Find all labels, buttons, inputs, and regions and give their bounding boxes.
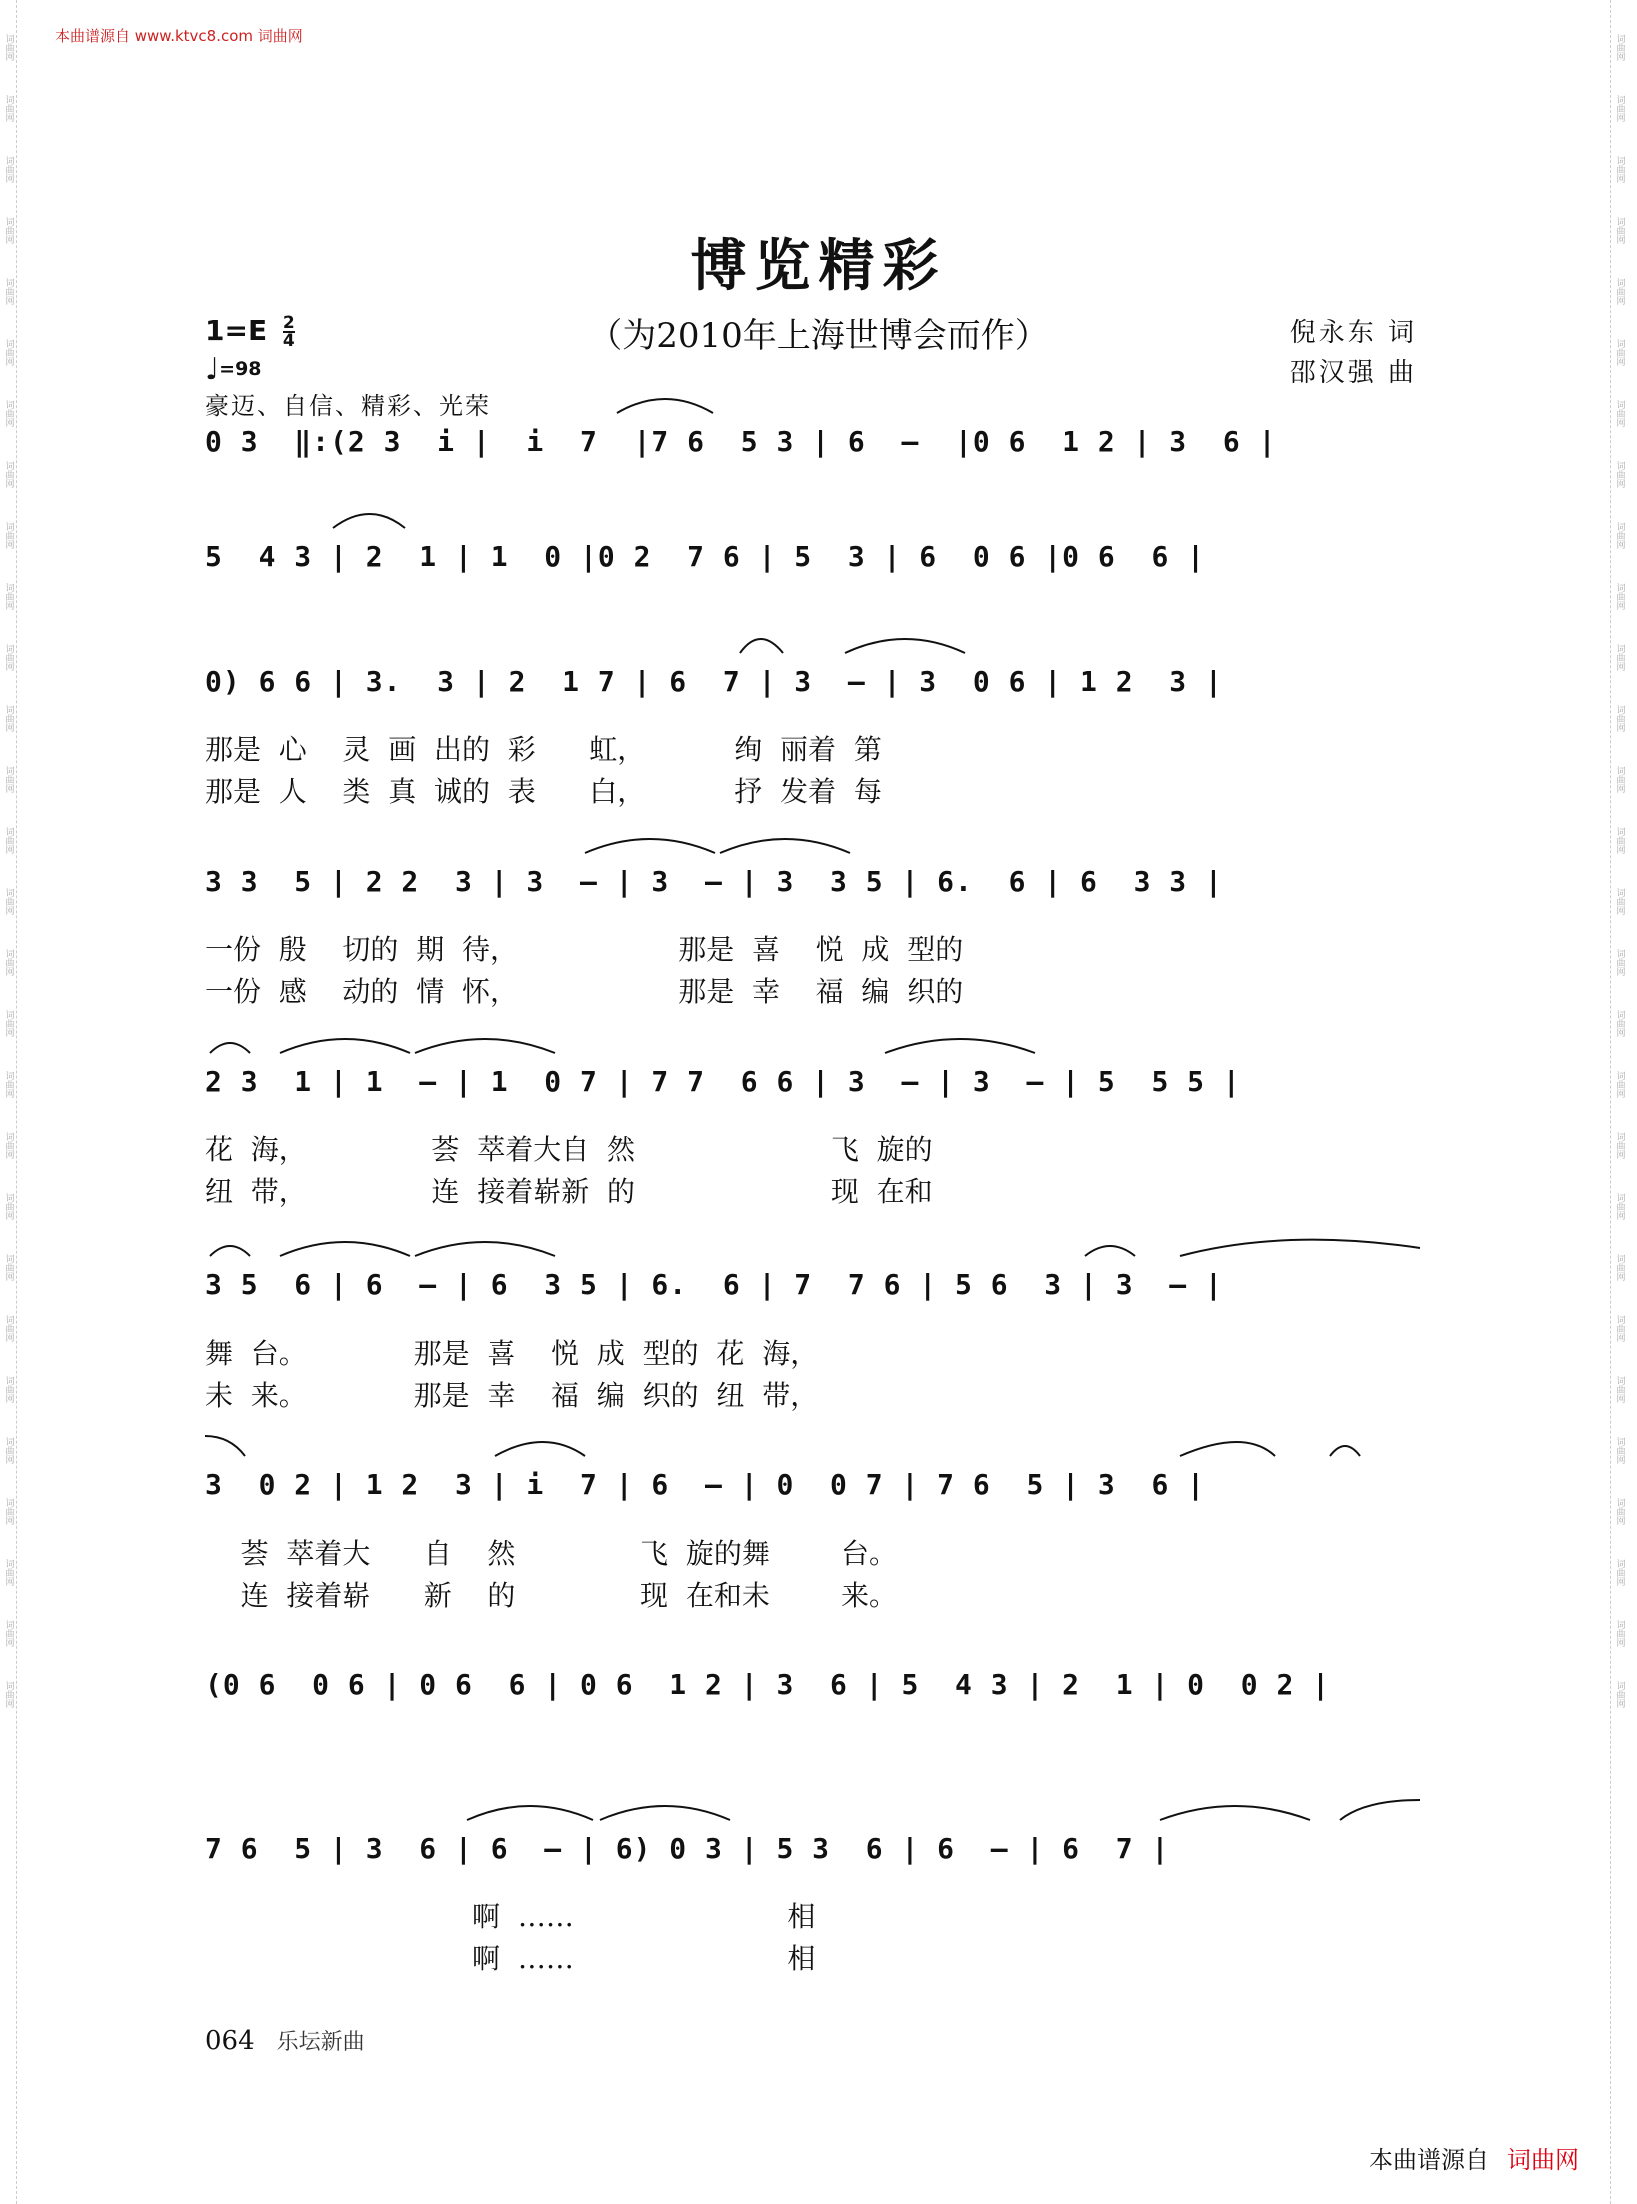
lyric-verse-2: 连 接着崭 新 的 现 在和未 来。 [205, 1579, 898, 1612]
time-signature [283, 315, 295, 349]
notation-line: 3 0 2 | 1 2 3 | i 7 | 6 – | 0 0 7 | 7 6 5 | 3 6 | [205, 1468, 1206, 1501]
song-subtitle: （为2010年上海世博会而作） [588, 316, 1049, 356]
lyric-verse-1: 花 海， 荟 萃着大自 然 飞 旋的 [205, 1133, 933, 1166]
row-7-slurs [205, 1428, 1420, 1468]
page-footer [205, 2025, 365, 2056]
lyric-verse-2: 那是 人 类 真 诚的 表 白， 抒 发着 每 [205, 775, 882, 808]
left-side-watermark: 词曲网 词曲网 词曲网 词曲网 词曲网 词曲网 词曲网 词曲网 词曲网 词曲网 词曲网 词曲网 词曲网 词曲网 词曲网 词曲网 词曲网 词曲网 词曲网 词曲网 词曲网 词曲网 词曲网 词曲网 词曲网 词曲网 词曲网 词曲网 [3, 34, 14, 1708]
row-4-slurs [205, 825, 1420, 865]
quarter-note-icon: ♩ [205, 352, 220, 387]
row-5-slurs [205, 1025, 1420, 1065]
score-row-4 [205, 865, 1420, 925]
top-watermark: 本曲谱源自 www.ktvc8.com 词曲网 [55, 27, 303, 45]
score-row-7 [205, 1468, 1420, 1528]
section-name: 乐坛新曲 [276, 2030, 365, 2055]
score-row-1 [205, 425, 1420, 485]
expression-marking: 豪迈、自信、精彩、光荣 [205, 392, 491, 420]
lyricist-credit: 倪永东 词 [1289, 318, 1417, 348]
lyric-verse-2: 一份 感 动的 情 怀， 那是 幸 福 编 织的 [205, 975, 964, 1008]
lyric-verse-2: 未 来。 那是 幸 福 编 织的 纽 带， [205, 1379, 819, 1412]
row-6-slurs [205, 1228, 1420, 1268]
score-row-6 [205, 1268, 1420, 1328]
source-credit [1369, 2140, 1579, 2175]
time-bottom: 4 [282, 331, 295, 351]
right-side-watermark: 词曲网 词曲网 词曲网 词曲网 词曲网 词曲网 词曲网 词曲网 词曲网 词曲网 词曲网 词曲网 词曲网 词曲网 词曲网 词曲网 词曲网 词曲网 词曲网 词曲网 词曲网 词曲网 词曲网 词曲网 词曲网 词曲网 词曲网 词曲网 [1614, 34, 1625, 1708]
notation-line: 5 4 3 | 2 1 | 1 0 |0 2 7 6 | 5 3 | 6 0 6 |0 6 6 | [205, 540, 1206, 573]
key-signature [205, 314, 295, 349]
page-number: 064 [205, 2026, 255, 2056]
row-9-slurs [205, 1792, 1420, 1832]
score-row-3 [205, 665, 1420, 725]
score-row-8 [205, 1668, 1420, 1728]
tempo-marking [205, 352, 262, 387]
notation-line: 2 3 1 | 1 – | 1 0 7 | 7 7 6 6 | 3 – | 3 – | 5 5 5 | [205, 1065, 1241, 1098]
row-1-slurs [205, 385, 1420, 425]
lyric-verse-1: 荟 萃着大 自 然 飞 旋的舞 台。 [205, 1537, 898, 1570]
notation-line: 7 6 5 | 3 6 | 6 – | 6) 0 3 | 5 3 6 | 6 – | 6 7 | [205, 1832, 1170, 1865]
row-2-slurs [205, 500, 1420, 540]
row-3-slurs [205, 625, 1420, 665]
notation-line: 0 3 ‖:(2 3 i | i 7 |7 6 5 3 | 6 – |0 6 1 2 | 3 6 | [205, 425, 1277, 458]
notation-line: 0) 6 6 | 3. 3 | 2 1 7 | 6 7 | 3 – | 3 0 6 | 1 2 3 | [205, 665, 1223, 698]
composer-credit: 邵汉强 曲 [1289, 358, 1417, 388]
score-row-9 [205, 1832, 1420, 1892]
score-row-5 [205, 1065, 1420, 1125]
lyric-verse-1: 那是 心 灵 画 出的 彩 虹， 绚 丽着 第 [205, 733, 882, 766]
lyric-verse-2: 纽 带， 连 接着崭新 的 现 在和 [205, 1175, 933, 1208]
lyric-verse-1: 啊 …… 相 [205, 1900, 816, 1933]
lyric-verse-1: 一份 殷 切的 期 待， 那是 喜 悦 成 型的 [205, 933, 964, 966]
notation-line: 3 3 5 | 2 2 3 | 3 – | 3 – | 3 3 5 | 6. 6 | 6 3 3 | [205, 865, 1223, 898]
score-row-2 [205, 540, 1420, 600]
source-label: 本曲谱源自 [1369, 2146, 1489, 2174]
source-brand-link[interactable]: 词曲网 [1507, 2146, 1579, 2174]
key-label: 1=E [205, 314, 268, 347]
lyric-verse-1: 舞 台。 那是 喜 悦 成 型的 花 海， [205, 1337, 819, 1370]
song-title: 博览精彩 [690, 233, 947, 299]
lyric-verse-2: 啊 …… 相 [205, 1942, 816, 1975]
notation-line: 3 5 6 | 6 – | 6 3 5 | 6. 6 | 7 7 6 | 5 6 3 | 3 – | [205, 1268, 1223, 1301]
notation-line: (0 6 0 6 | 0 6 6 | 0 6 1 2 | 3 6 | 5 4 3 | 2 1 | 0 0 2 | [205, 1668, 1331, 1701]
tempo-value: =98 [219, 358, 262, 380]
time-top: 2 [282, 313, 295, 333]
